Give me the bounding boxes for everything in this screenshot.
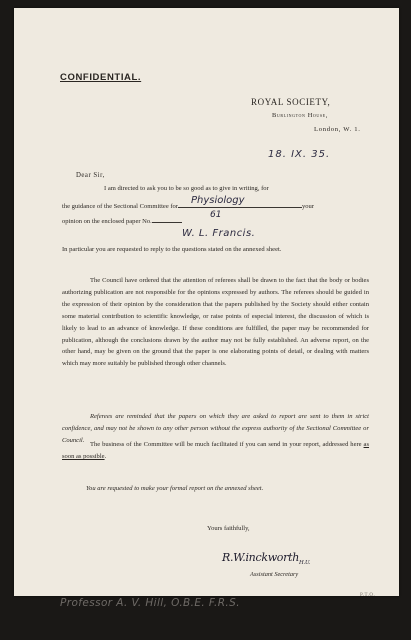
handwritten-subject: Physiology bbox=[191, 195, 245, 206]
your-text: your bbox=[302, 203, 315, 210]
paragraph-1-line-3 bbox=[62, 214, 182, 225]
signature bbox=[222, 551, 310, 566]
address-line-2: London, W. 1. bbox=[314, 126, 361, 133]
signature-suffix: H.U. bbox=[299, 560, 311, 567]
paragraph-1-line-2 bbox=[62, 199, 314, 210]
paragraph-4-text: Referees are reminded that the papers on which they are asked to report are sent to them in strict confidence, and may not be shown to any other person without the express authority of the Sectional Committee or Council. bbox=[62, 413, 369, 444]
society-name: ROYAL SOCIETY, bbox=[251, 97, 331, 107]
handwritten-date: 18. IX. 35. bbox=[268, 149, 331, 160]
paper-number-blank bbox=[152, 214, 182, 223]
asap-underlined: as soon as possible bbox=[62, 441, 370, 460]
closing: Yours faithfully, bbox=[207, 525, 250, 532]
handwritten-author: W. L. Francis. bbox=[182, 228, 256, 239]
salutation: Dear Sir, bbox=[76, 172, 105, 179]
pto-marker: P.T.O. bbox=[360, 593, 376, 598]
confidential-heading: CONFIDENTIAL. bbox=[60, 72, 142, 83]
signature-name: R.W.inckworth bbox=[222, 551, 299, 564]
letter-sheet bbox=[14, 8, 399, 609]
paragraph-3-text: The Council have ordered that the attention of referees shall be drawn to the fact that the body or bodies authorizing publication are not responsible for the opinions expressed by authors. The referees should be guided in the expression of their opinion by the consideration that the papers published by the Society should either contain some material contribution to scientific knowledge, or raise points of especial interest, the discussion of which is likely to lead to an advance of knowledge. If these conditions are fulfilled, the paper may be recommended for publication, although the conclusions drawn by the author may not be fully established. An adverse report, on the other hand, may be given on the ground that the paper is one elaborating points of detail, or dealing with matters which may more suitably be published through other channels. bbox=[62, 277, 369, 368]
paragraph-5-text: The business of the Committee will be much facilitated if you can send in your report, addressed here bbox=[90, 441, 362, 448]
handwritten-paper-number: 61 bbox=[210, 210, 222, 220]
pencil-annotation: Professor A. V. Hill, O.B.E. F.R.S. bbox=[60, 597, 240, 609]
signatory-title: Assistant Secretary bbox=[250, 571, 299, 578]
opinion-text: opinion on the enclosed paper No. bbox=[62, 218, 152, 225]
paragraph-3 bbox=[62, 275, 369, 370]
paragraph-2: In particular you are requested to reply to the questions stated on the annexed sheet. bbox=[62, 246, 282, 253]
paragraph-5 bbox=[62, 439, 369, 463]
paragraph-5-period: . bbox=[104, 452, 107, 460]
address-line-1: Burlington House, bbox=[272, 112, 328, 119]
paragraph-6: You are requested to make your formal report on the annexed sheet. bbox=[86, 485, 264, 492]
guidance-text: the guidance of the Sectional Committee for bbox=[62, 203, 178, 210]
paragraph-1-line-1: I am directed to ask you to be so good as to give in writing, for bbox=[104, 185, 269, 192]
